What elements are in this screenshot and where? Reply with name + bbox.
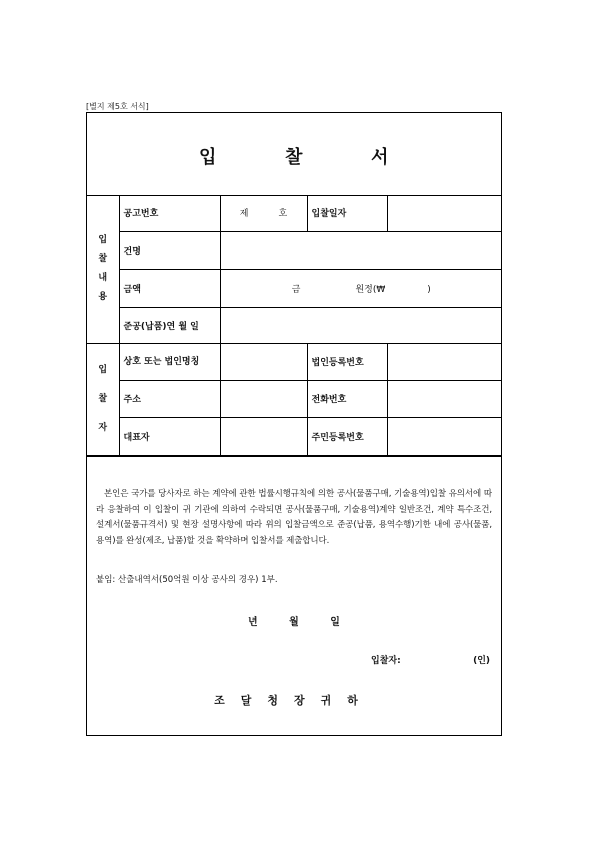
title-char-2: 찰: [285, 147, 303, 168]
title-char-1: 입: [199, 147, 217, 168]
representative-label: 대표자: [119, 417, 220, 455]
completion-date-label: 준공(납품)연 월 일: [119, 307, 220, 343]
resident-reg-number-label: 주민등록번호: [307, 417, 387, 455]
corp-reg-number-label: 법인등록번호: [307, 343, 387, 380]
bid-date-label: 입찰일자: [307, 195, 387, 231]
form-title: [87, 113, 501, 196]
bidder-signature-label: 입찰자:: [371, 656, 401, 666]
bid-info-table: [87, 195, 502, 456]
case-name-field[interactable]: [220, 231, 502, 269]
completion-date-field[interactable]: [220, 307, 502, 343]
bid-form: [86, 112, 502, 736]
notice-number-label: 공고번호: [119, 195, 220, 231]
address-field[interactable]: [220, 380, 307, 417]
amount-field[interactable]: 금 원정(₩ ): [220, 269, 502, 307]
company-name-field[interactable]: [220, 343, 307, 380]
phone-label: 전화번호: [307, 380, 387, 417]
pledge-text: 본인은 국가를 당사자로 하는 계약에 관한 법률시행규칙에 의한 공사(물품구매, 기술용역)입찰 유의서에 따라 응찰하여 이 입찰이 귀 기관에 의하여 수락되면 공사(물품구매, 기술용역)계약 일반조건, 계약 특수조건, 설계서(물품규격서) 및 현장 설명사항에 따라 위의 입찰금액으로 준공(납품, 용역수행)기한 내에 공사(물품, 용역)를 완성(제조, 납품)할 것을 확약하며 입찰서를 제출합니다.: [96, 489, 492, 546]
company-name-label: 상호 또는 법인명칭: [119, 343, 220, 380]
addressee: 조달청장귀하: [214, 694, 374, 707]
bid-date-field[interactable]: [387, 195, 502, 231]
notice-number-field[interactable]: 제 호: [220, 195, 307, 231]
date-line: 년 월 일: [248, 617, 340, 628]
attachment-note: 붙임: 산출내역서(50억원 이상 공사의 경우) 1부.: [96, 575, 278, 585]
title-char-3: 서: [371, 147, 389, 168]
bid-content-section-label: 입 찰 내 용: [87, 195, 119, 343]
pledge-section: [87, 456, 501, 735]
address-label: 주소: [119, 380, 220, 417]
phone-field[interactable]: [387, 380, 502, 417]
resident-reg-number-field[interactable]: [387, 417, 502, 455]
amount-label: 금액: [119, 269, 220, 307]
case-name-label: 건명: [119, 231, 220, 269]
seal-mark: (인): [473, 656, 490, 666]
form-number-label: [별지 제5호 서식]: [86, 102, 149, 111]
bidder-section-label: 입 찰 자: [87, 343, 119, 455]
representative-field[interactable]: [220, 417, 307, 455]
corp-reg-number-field[interactable]: [387, 343, 502, 380]
